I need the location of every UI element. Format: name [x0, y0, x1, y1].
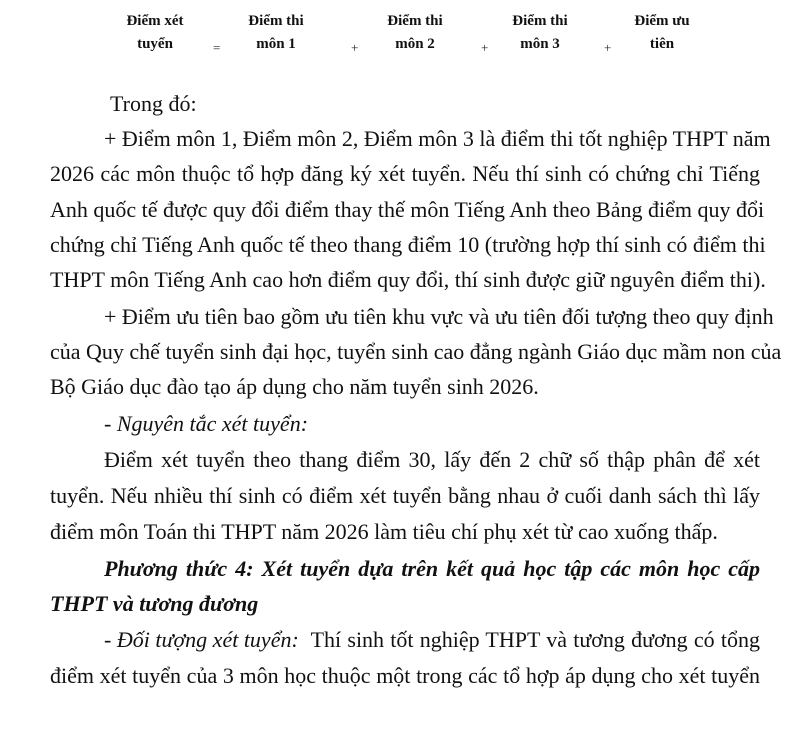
paragraph-principle-line2: tuyển. Nếu nhiều thí sinh có điểm xét tuyển bằng nhau ở cuối danh sách thì lấy	[50, 483, 760, 508]
paragraph-priority-line3: Bộ Giáo dục đào tạo áp dụng cho năm tuyển sinh 2026.	[50, 374, 539, 399]
paragraph-subject-scores-line2: 2026 các môn thuộc tổ hợp đăng ký xét tuyển. Nếu thí sinh có chứng chỉ Tiếng	[50, 161, 760, 186]
paragraph-priority-line2: của Quy chế tuyển sinh đại học, tuyển sinh cao đẳng ngành Giáo dục mầm non của	[50, 339, 782, 364]
principle-heading: - Nguyên tắc xét tuyển:	[104, 411, 309, 436]
paragraph-principle-line1: Điểm xét tuyển theo thang điểm 30, lấy đến 2 chữ số thập phân để xét	[104, 447, 760, 472]
header-score-total	[105, 10, 205, 56]
header-priority-line2: tiên	[649, 36, 675, 52]
paragraph-eligibility-line2: điểm xét tuyển của 3 môn học thuộc một trong các tổ hợp áp dụng cho xét tuyển	[50, 663, 760, 688]
plus-sign-2: +	[481, 40, 489, 55]
method-4-heading-line2: THPT và tương đương	[50, 591, 259, 616]
header-subject-3-line2: môn 3	[520, 36, 560, 52]
equals-sign: =	[213, 40, 221, 55]
header-subject-1-line1: Điểm thi	[248, 13, 304, 29]
paragraph-subject-scores-line5: THPT môn Tiếng Anh cao hơn điểm quy đổi, thí sinh được giữ nguyên điểm thi).	[50, 267, 766, 292]
header-subject-2-line2: môn 2	[395, 36, 435, 52]
paragraph-priority-line1: + Điểm ưu tiên bao gồm ưu tiên khu vực và ưu tiên đối tượng theo quy định	[104, 304, 774, 329]
header-subject-1-line2: môn 1	[256, 36, 296, 52]
header-score-total-line2: tuyển	[137, 36, 173, 52]
eligibility-text: Thí sinh tốt nghiệp THPT và tương đương có tổng	[304, 627, 760, 652]
paragraph-subject-scores-line1: + Điểm môn 1, Điểm môn 2, Điểm môn 3 là điểm thi tốt nghiệp THPT năm	[104, 126, 771, 151]
header-priority-line1: Điểm ưu	[634, 13, 690, 29]
paragraph-subject-scores-line4: chứng chỉ Tiếng Anh quốc tế theo thang điểm 10 (trường hợp thí sinh có điểm thi	[50, 232, 766, 257]
plus-sign-3: +	[604, 40, 612, 55]
eligibility-label: - Đối tượng xét tuyển:	[104, 627, 299, 652]
header-subject-1	[226, 10, 326, 56]
header-subject-3-line1: Điểm thi	[512, 13, 568, 29]
header-score-total-line1: Điểm xét	[126, 13, 184, 29]
header-subject-3	[490, 10, 590, 56]
paragraph-eligibility-line1	[104, 626, 760, 654]
paragraph-subject-scores-line3: Anh quốc tế được quy đổi điểm thay thế môn Tiếng Anh theo Bảng điểm quy đổi	[50, 197, 765, 222]
paragraph-principle-line3: điểm môn Toán thi THPT năm 2026 làm tiêu chí phụ xét từ cao xuống thấp.	[50, 519, 718, 544]
header-subject-2	[365, 10, 465, 56]
where-label: Trong đó:	[110, 91, 197, 116]
header-subject-2-line1: Điểm thi	[387, 13, 443, 29]
header-priority	[612, 10, 712, 56]
method-4-heading-line1: Phương thức 4: Xét tuyển dựa trên kết quả học tập các môn học cấp	[104, 556, 760, 581]
plus-sign-1: +	[351, 40, 359, 55]
